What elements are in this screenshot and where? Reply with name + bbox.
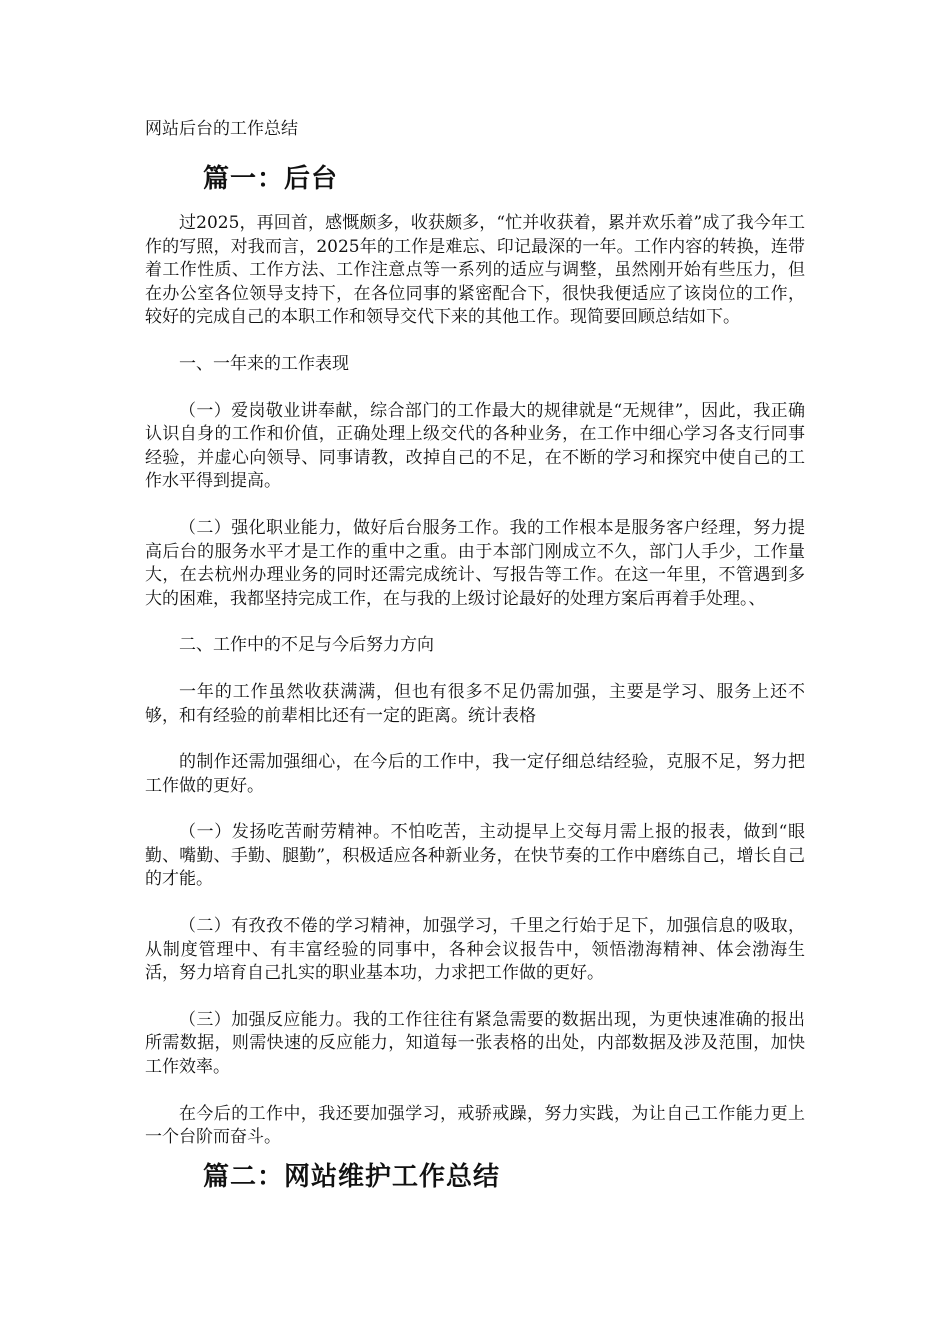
paragraph-heading-shortcomings: 二、工作中的不足与今后努力方向 <box>179 635 434 656</box>
paragraph-item: （二）有孜孜不倦的学习精神，加强学习，千里之行始于足下，加强信息的吸取，从制度管理中、有丰富经验的同事中，各种会议报告中，领悟渤海精神、体会渤海生活，努力培育自己扎实的职业基本功，力求把工作做的更好。 <box>145 916 805 984</box>
section-heading-2: 篇二：网站维护工作总结 <box>203 1162 501 1192</box>
document-title: 网站后台的工作总结 <box>145 119 298 139</box>
document-body <box>145 212 805 1173</box>
paragraph-item: （一）发扬吃苦耐劳精神。不怕吃苦，主动提早上交每月需上报的报表，做到“眼勤、嘴勤、手勤、腿勤”，积极适应各种新业务，在快节奏的工作中磨练自己，增长自己的才能。 <box>145 822 805 890</box>
paragraph-item: （三）加强反应能力。我的工作往往有紧急需要的数据出现，为更快速准确的报出所需数据，则需快速的反应能力，知道每一张表格的出处，内部数据及涉及范围，加快工作效率。 <box>145 1009 805 1078</box>
paragraph-conclusion: 在今后的工作中，我还要加强学习，戒骄戒躁，努力实践，为让自己工作能力更上一个台阶而奋斗。 <box>145 1103 805 1148</box>
paragraph-item: （二）强化职业能力，做好后台服务工作。我的工作根本是服务客户经理，努力提高后台的服务水平才是工作的重中之重。由于本部门刚成立不久，部门人手少，工作量大，在去杭州办理业务的同时还需完成统计、写报告等工作。在这一年里，不管遇到多大的困难，我都坚持完成工作，在与我的上级讨论最好的处理方案后再着手处理。、 <box>145 517 805 609</box>
paragraph-intro: 过2025，再回首，感慨颇多，收获颇多，“忙并收获着，累并欢乐着”成了我今年工作的写照，对我而言，2025年的工作是难忘、印记最深的一年。工作内容的转换，连带着工作性质、工作方法、工作注意点等一系列的适应与调整，虽然刚开始有些压力，但在办公室各位领导支持下，在各位同事的紧密配合下，很快我便适应了该岗位的工作，较好的完成自己的本职工作和领导交代下来的其他工作。现简要回顾总结如下。 <box>145 213 805 328</box>
paragraph-item: （一）爱岗敬业讲奉献，综合部门的工作最大的规律就是“无规律”，因此，我正确认识自身的工作和价值，正确处理上级交代的各种业务，在工作中细心学习各支行同事经验，并虚心向领导、同事请教，改掉自己的不足，在不断的学习和探究中使自己的工作水平得到提高。 <box>145 400 805 492</box>
paragraph-heading-performance: 一、一年来的工作表现 <box>179 353 349 374</box>
paragraph-item: 一年的工作虽然收获满满，但也有很多不足仍需加强，主要是学习、服务上还不够，和有经验的前辈相比还有一定的距离。统计表格 <box>145 681 805 726</box>
section-heading-1: 篇一：后台 <box>203 164 339 194</box>
paragraph-item: 的制作还需加强细心，在今后的工作中，我一定仔细总结经验，克服不足，努力把工作做的更好。 <box>145 752 805 796</box>
